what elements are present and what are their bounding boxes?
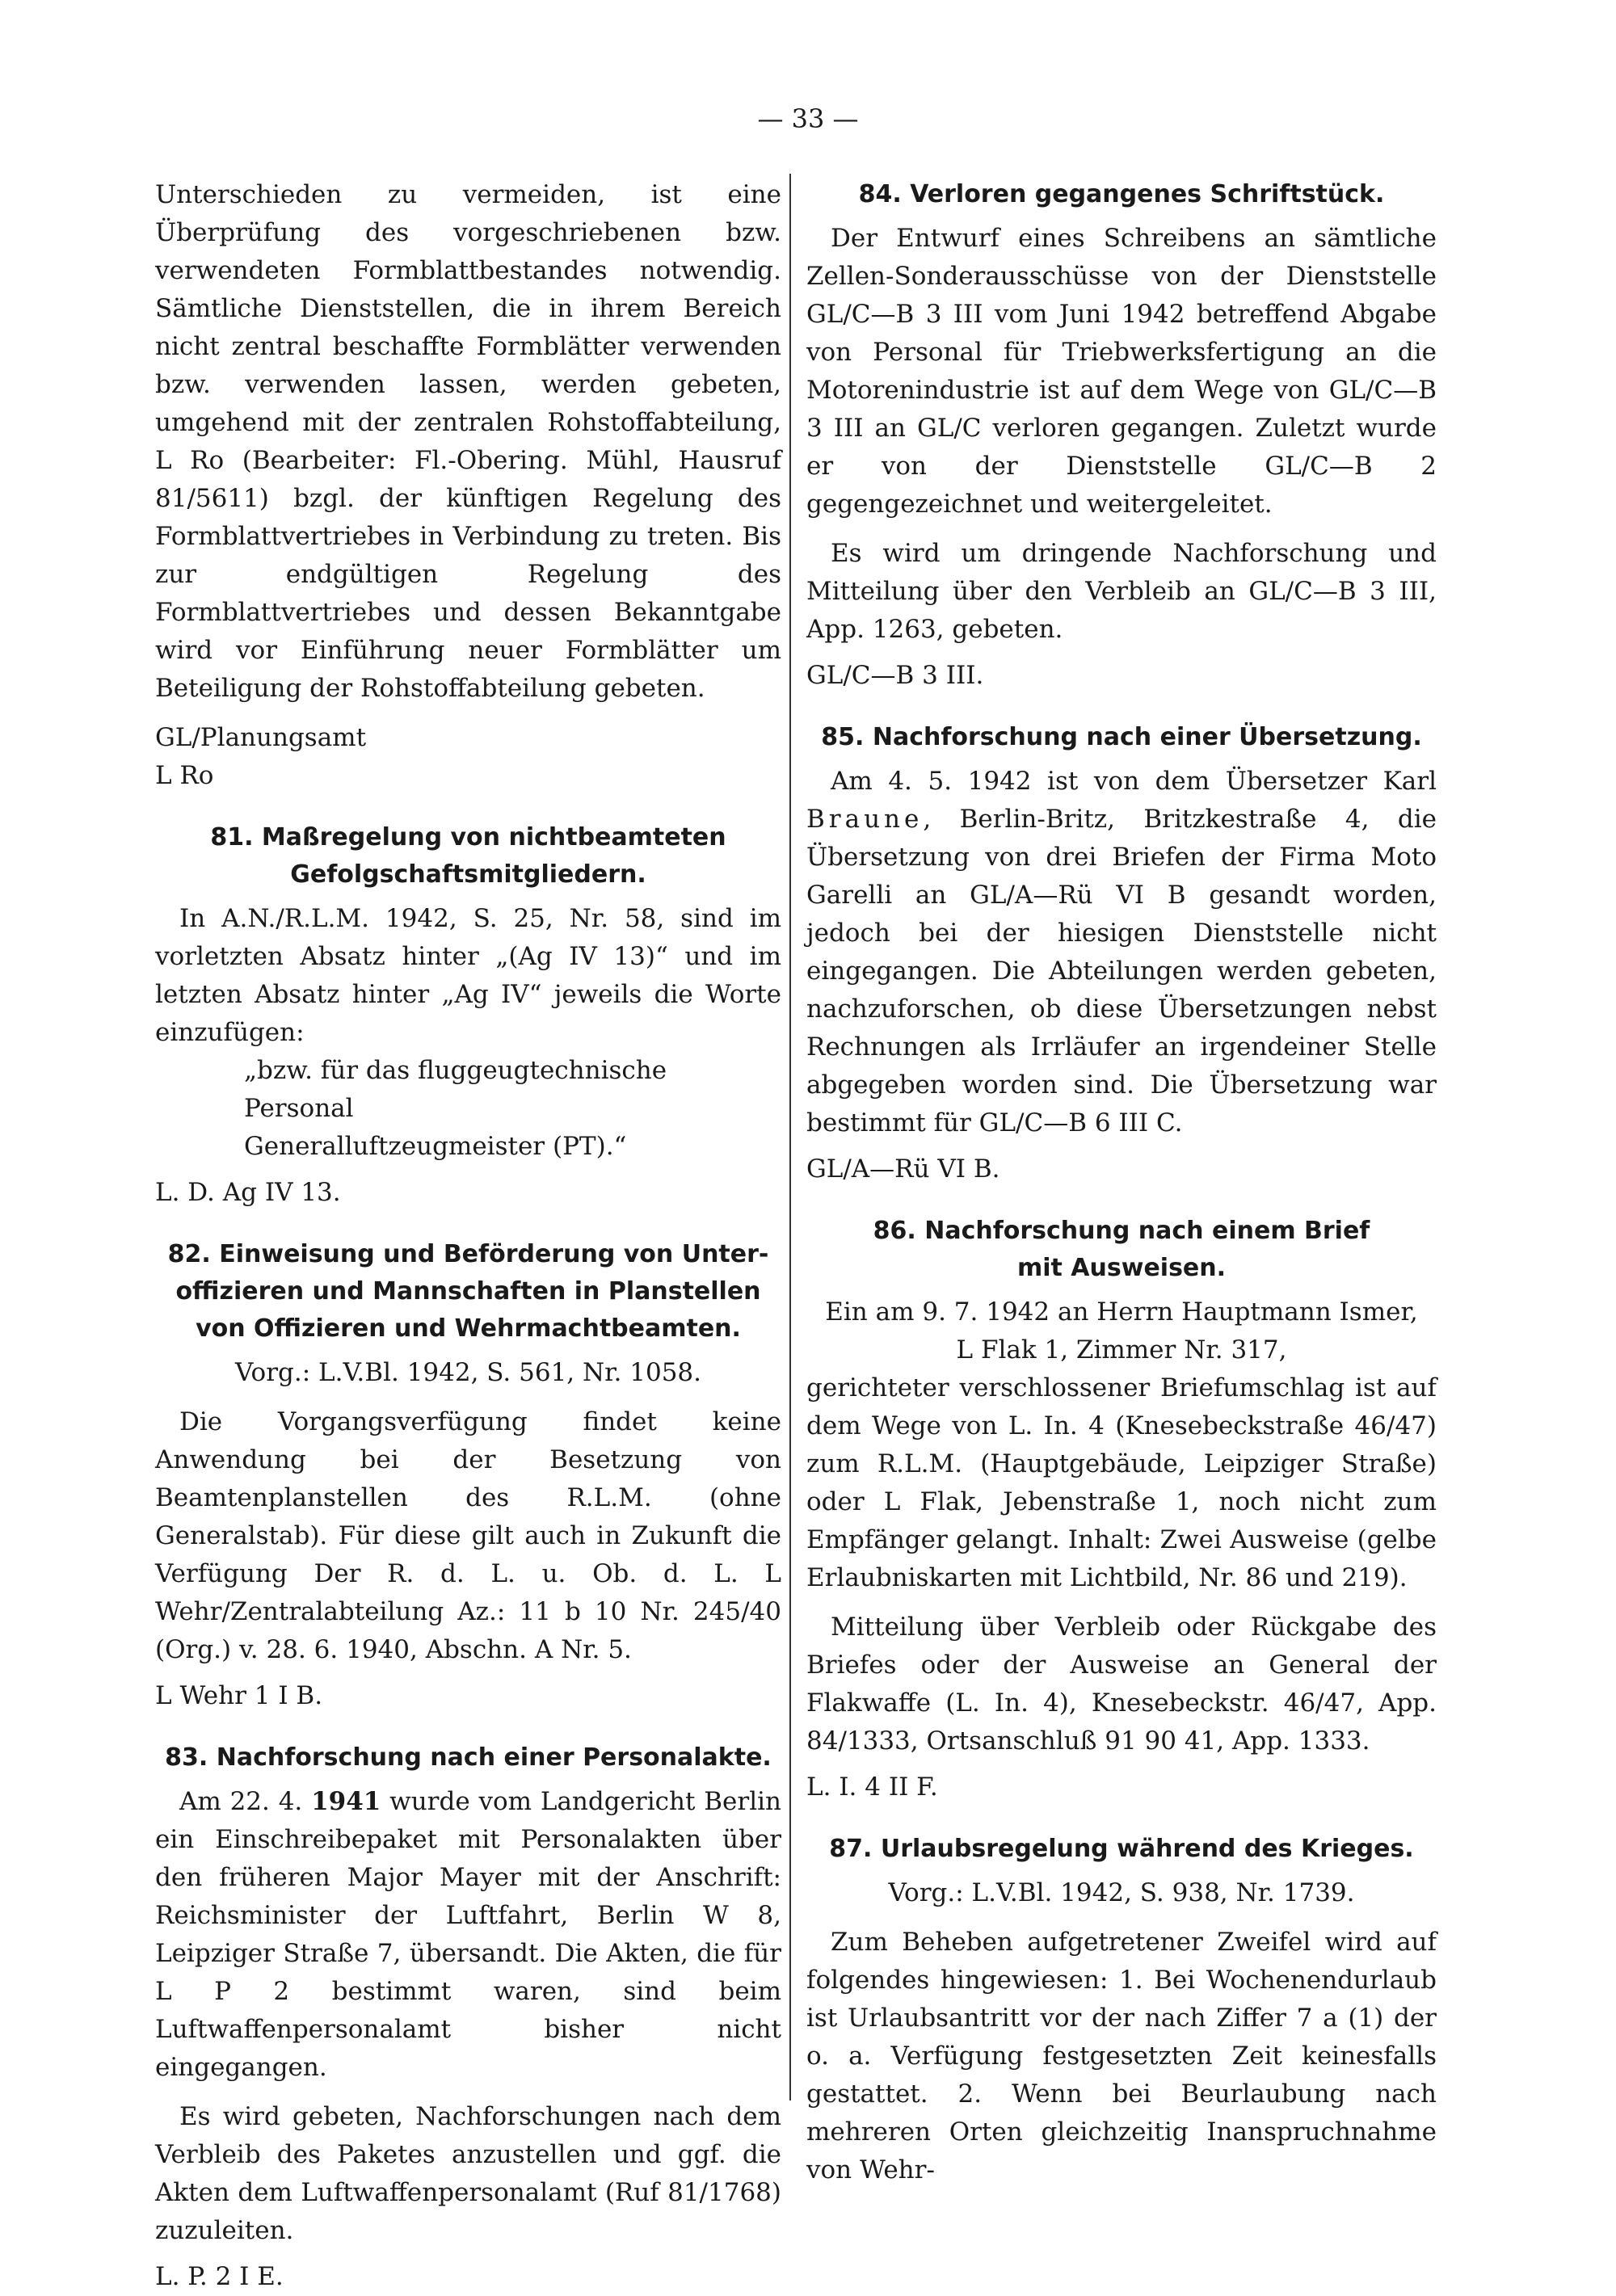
section-85-reference: GL/A—Rü VI B. (806, 1154, 1000, 1184)
section-81-heading-line1: 81. Maßregelung von nichtbeamteten (210, 823, 726, 852)
section-86-address-line2: L Flak 1, Zimmer Nr. 317, (956, 1335, 1287, 1365)
section-87-vorgang: Vorg.: L.V.Bl. 1942, S. 938, Nr. 1739. (888, 1878, 1355, 1907)
section-81-quote-line1: „bzw. für das fluggeugtechnische Personal (244, 1056, 667, 1123)
section-86-reference: L. I. 4 II F. (806, 1772, 938, 1802)
section-82-reference: L Wehr 1 I B. (155, 1681, 323, 1710)
intro-paragraph: Unterschieden zu vermeiden, ist eine Überprüfung des vorgeschriebenen bzw. verwendeten Formblattbestandes notwendig. Sämtliche Dienststellen, die in ihrem Bereich nicht zentral beschaffte Formblätter verwenden bzw. verwenden lassen, werden gebeten, umgehend mit der zentralen Rohstoffabteilung, L Ro (Bearbeiter: Fl.-Obering. Mühl, Hausruf 81/5611) bzgl. der künftigen Regelung des Formblattvertriebes in Verbindung zu treten. Bis zur endgültigen Regelung des Formblattvertriebes und dessen Bekanntgabe wird vor Einführung neuer Formblätter um Beteiligung der Rohstoffabteilung gebeten. (155, 180, 781, 703)
section-81-body: In A.N./R.L.M. 1942, S. 25, Nr. 58, sind im vorletzten Absatz hinter „(Ag IV 13)“ und im letzten Absatz hinter „Ag IV“ jeweils die Worte einzufügen: (155, 904, 781, 1047)
section-84-paragraph-2: Es wird um dringende Nachforschung und Mitteilung über den Verbleib an GL/C—B 3 III, App. 1263, gebeten. (806, 539, 1437, 644)
section-85-p1-rest: , Berlin-Britz, Britzkestraße 4, die Übersetzung von drei Briefen der Firma Moto Garelli an GL/A—Rü VI B gesandt worden, jedoch bei der hiesigen Dienststelle nicht eingegangen. Die Abteilungen werden gebeten, nachzuforschen, ob diese Übersetzungen nebst Rechnungen als Irrläufer an irgendeiner Stelle abgegeben worden sind. Die Übersetzung war bestimmt für GL/C—B 6 III C. (806, 805, 1437, 1137)
section-86-heading (806, 1213, 1437, 1287)
section-83-reference: L. P. 2 I E. (155, 2262, 284, 2291)
section-81-reference: L. D. Ag IV 13. (155, 1178, 341, 1207)
section-87-heading: 87. Urlaubsregelung während des Krieges. (829, 1835, 1414, 1863)
section-83-p1-start: Am 22. 4. (179, 1787, 312, 1816)
section-86-address-line1: Ein am 9. 7. 1942 an Herrn Hauptmann Ismer, (825, 1297, 1418, 1327)
section-82-heading-line1: 82. Einweisung und Beförderung von Unter- (167, 1240, 769, 1268)
section-85-translator-name: Braune (806, 805, 924, 834)
section-84-reference: GL/C—B 3 III. (806, 661, 984, 690)
section-82-heading (155, 1236, 781, 1348)
section-85-p1-start: Am 4. 5. 1942 ist von dem Übersetzer Karl (831, 767, 1437, 796)
column-divider (789, 174, 791, 2100)
section-87-paragraph-1: Zum Beheben aufgetretener Zweifel wird auf folgendes hingewiesen: 1. Bei Wochenendurlaub ist Urlaubsantritt vor der nach Ziffer 7 a (1) der o. a. Verfügung festgesetzten Zeit keinesfalls gestattet. 2. Wenn bei Beurlaubung nach mehreren Orten gleichzeitig Inanspruchnahme von Wehr- (806, 1928, 1437, 2185)
intro-signature-office: GL/Planungsamt (155, 723, 367, 752)
section-82-heading-line2: offizieren und Mannschaften in Planstellen (175, 1277, 761, 1306)
section-84-heading: 84. Verloren gegangenes Schriftstück. (858, 180, 1385, 208)
section-84-paragraph-1: Der Entwurf eines Schreibens an sämtliche Zellen-Sonderausschüsse von der Dienststelle GL/C—B 3 III vom Juni 1942 betreffend Abgabe von Personal für Triebwerksfertigung an die Motorenindustrie ist auf dem Wege von GL/C—B 3 III an GL/C verloren gegangen. Zuletzt wurde er von der Dienststelle GL/C—B 2 gegengezeichnet und weitergeleitet. (806, 224, 1437, 519)
section-86-paragraph-1: gerichteter verschlossener Briefumschlag ist auf dem Wege von L. In. 4 (Knesebeckstraße 46/47) zum R.L.M. (Hauptgebäude, Leipziger Straße) oder L Flak, Jebenstraße 1, noch nicht zum Empfänger gelangt. Inhalt: Zwei Ausweise (gelbe Erlaubniskarten mit Lichtbild, Nr. 86 und 219). (806, 1373, 1437, 1592)
section-81-heading (155, 819, 781, 894)
section-86-heading-line1: 86. Nachforschung nach einem Brief (873, 1217, 1370, 1245)
section-81-heading-line2: Gefolgschaftsmitgliedern. (290, 860, 646, 889)
page-number: — 33 — (757, 103, 859, 134)
section-81-quote-line2: Generalluftzeugmeister (PT).“ (244, 1132, 627, 1161)
section-83-paragraph-1 (155, 1783, 781, 2087)
intro-signature-ref: L Ro (155, 761, 214, 790)
section-86-heading-line2: mit Ausweisen. (1016, 1254, 1227, 1282)
section-82-body: Die Vorgangsverfügung findet keine Anwendung bei der Besetzung von Beamtenplanstellen des R.L.M. (ohne Generalstab). Für diese gilt auch in Zukunft die Verfügung Der R. d. L. u. Ob. d. L. L Wehr/Zentralabteilung Az.: 11 b 10 Nr. 245/40 (Org.) v. 28. 6. 1940, Abschn. A Nr. 5. (155, 1407, 781, 1664)
section-85-heading: 85. Nachforschung nach einer Übersetzung. (821, 723, 1422, 751)
left-column (155, 176, 781, 2296)
section-83-heading: 83. Nachforschung nach einer Personalakte. (165, 1743, 772, 1772)
section-83-p1-year: 1941 (311, 1787, 381, 1816)
section-82-heading-line3: von Offizieren und Wehrmachtbeamten. (196, 1314, 741, 1343)
section-83-p1-rest: wurde vom Landgericht Berlin ein Einschreibepaket mit Personalakten über den früheren Major Mayer mit der Anschrift: Reichsminister der Luftfahrt, Berlin W 8, Leipziger Straße 7, übersandt. Die Akten, die für L P 2 bestimmt waren, sind beim Luftwaffenpersonalamt bisher nicht eingegangen. (155, 1787, 781, 2082)
right-column (806, 176, 1437, 2189)
section-83-paragraph-2: Es wird gebeten, Nachforschungen nach dem Verbleib des Paketes anzustellen und ggf. die Akten dem Luftwaffenpersonalamt (Ruf 81/1768) zuzuleiten. (155, 2102, 781, 2245)
section-86-paragraph-2: Mitteilung über Verbleib oder Rückgabe des Briefes oder der Ausweise an General der Flakwaffe (L. In. 4), Knesebeckstr. 46/47, App. 84/1333, Ortsanschluß 91 90 41, App. 1333. (806, 1613, 1437, 1756)
section-85-paragraph (806, 763, 1437, 1142)
section-82-vorgang: Vorg.: L.V.Bl. 1942, S. 561, Nr. 1058. (235, 1358, 701, 1387)
